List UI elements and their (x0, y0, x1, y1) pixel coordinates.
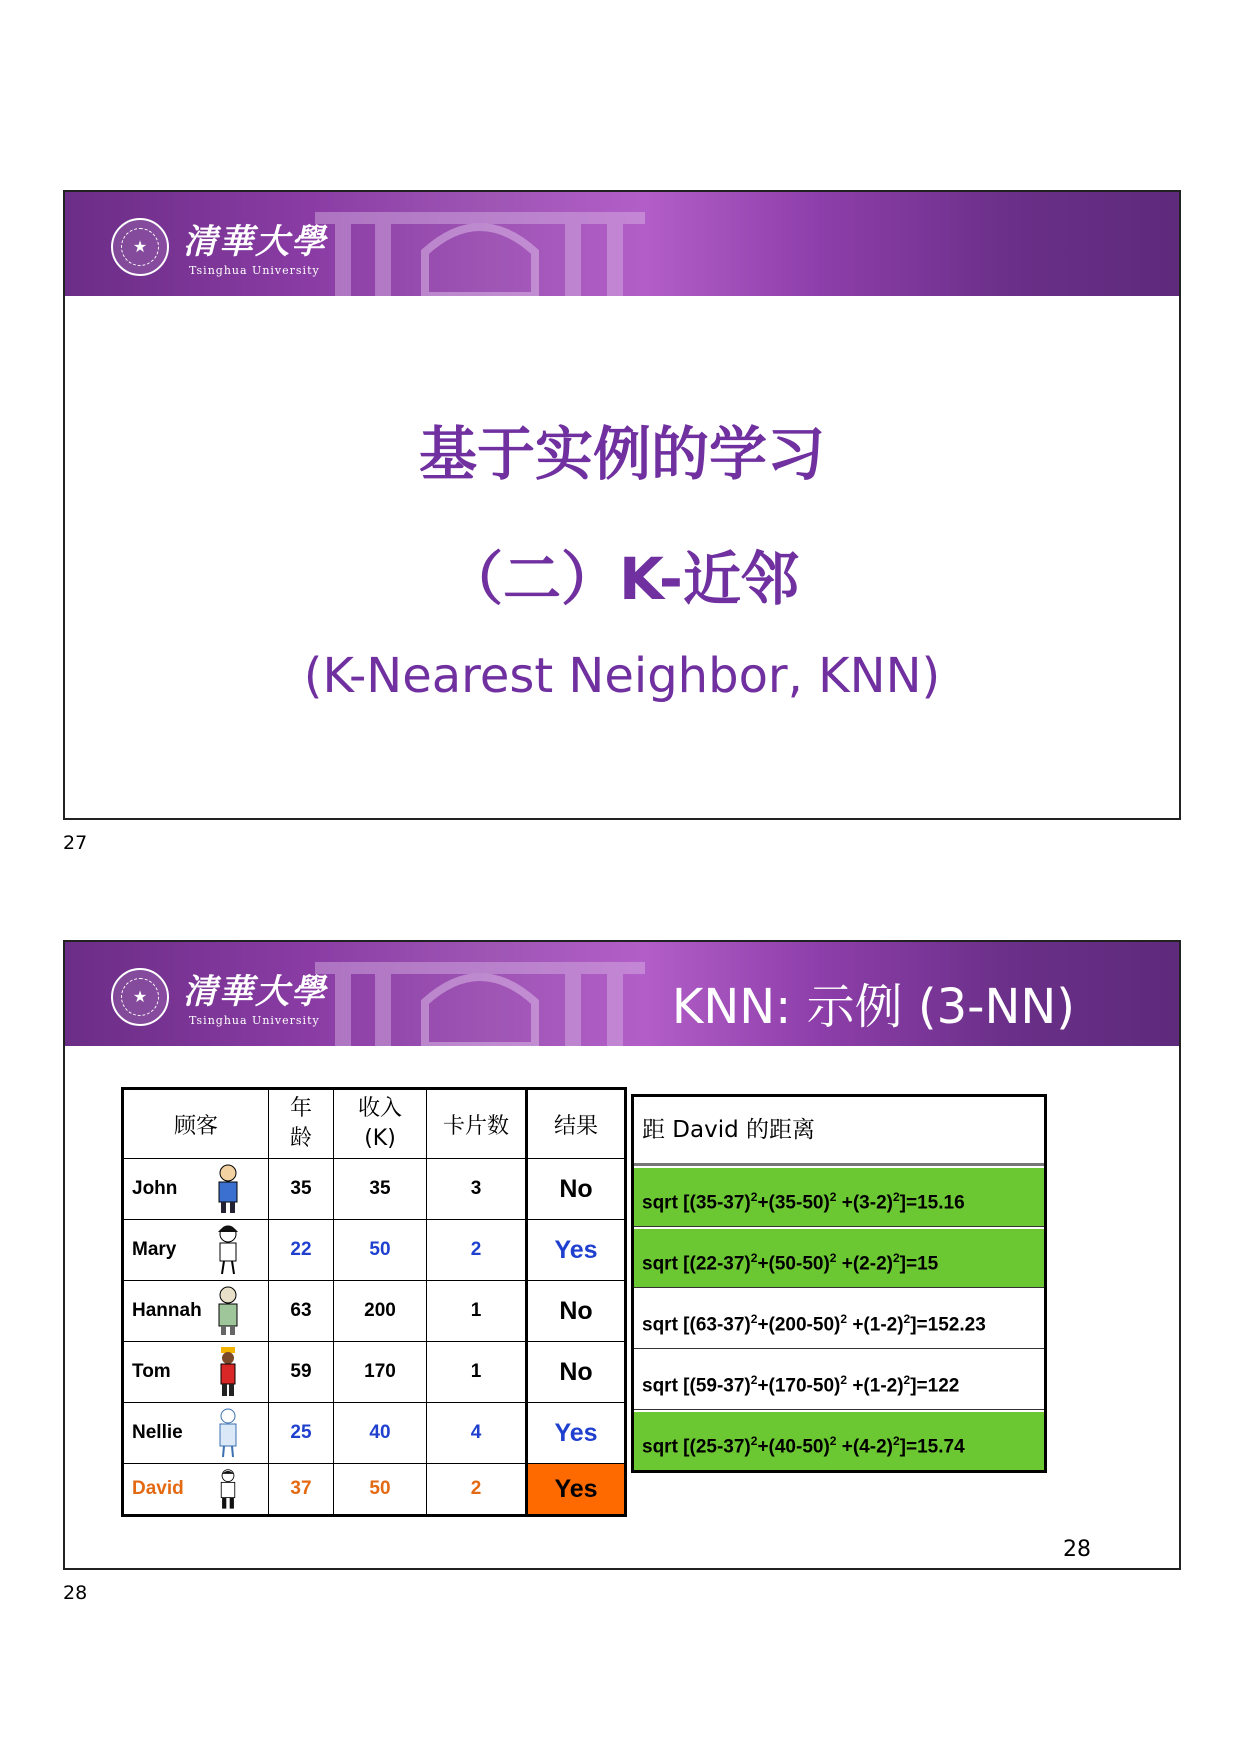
cards-cell: 1 (427, 1342, 527, 1403)
customer-name-cell (123, 1403, 269, 1464)
result-cell: No (527, 1342, 626, 1403)
university-name-en: Tsinghua University (189, 1014, 320, 1027)
header-cards: 卡片数 (427, 1089, 527, 1159)
distance-row: sqrt $[(59-37)^2+(170-50)^2 +(1-2)^2]=122$ (634, 1349, 1044, 1410)
person-clipart-icon (208, 1468, 248, 1512)
title-line-2: （二）K-近邻 (445, 545, 799, 613)
person-clipart-icon (208, 1407, 248, 1459)
slide-28 (63, 940, 1181, 1570)
gate-arch-decoration (315, 192, 645, 296)
slide-title: KNN: 示例 (3-NN) (671, 979, 1075, 1035)
customer-name-cell (123, 1220, 269, 1281)
customer-name: Hannah (132, 1300, 202, 1321)
header-income: 收入 (K) (334, 1089, 427, 1159)
distance-panel (631, 1094, 1047, 1473)
income-cell: 170 (334, 1342, 427, 1403)
cards-cell: 1 (427, 1281, 527, 1342)
page-label-27: 27 (63, 832, 88, 854)
cards-cell: 4 (427, 1403, 527, 1464)
income-cell: 50 (334, 1464, 427, 1516)
customer-table (121, 1087, 627, 1517)
page-label-28: 28 (63, 1582, 88, 1604)
header-banner (65, 942, 1179, 1046)
table-header-row (123, 1089, 626, 1159)
person-clipart-icon (208, 1163, 248, 1215)
distance-row: sqrt $[(63-37)^2+(200-50)^2 +(1-2)^2]=152.23$ (634, 1288, 1044, 1349)
gate-arch-decoration (315, 942, 645, 1046)
cards-cell: 2 (427, 1464, 527, 1516)
customer-name-cell (123, 1281, 269, 1342)
distance-row: sqrt $[(35-37)^2+(35-50)^2 +(3-2)^2]=15.16$ (634, 1166, 1044, 1227)
result-cell: No (527, 1159, 626, 1220)
distance-row: sqrt $[(25-37)^2+(40-50)^2 +(4-2)^2]=15.74$ (634, 1410, 1044, 1470)
income-cell: 40 (334, 1403, 427, 1464)
table-row (123, 1159, 626, 1220)
person-clipart-icon (208, 1285, 248, 1337)
result-cell-query: Yes (527, 1464, 626, 1516)
income-cell: 200 (334, 1281, 427, 1342)
header-customer: 顾客 (123, 1089, 269, 1159)
university-name-cn: 清華大學 (183, 222, 327, 262)
income-cell: 50 (334, 1220, 427, 1281)
age-cell: 25 (269, 1403, 334, 1464)
university-name-cn: 清華大學 (183, 972, 327, 1012)
table-row (123, 1220, 626, 1281)
university-seal-logo: ★ (111, 218, 169, 276)
person-clipart-icon (208, 1346, 248, 1398)
age-cell: 35 (269, 1159, 334, 1220)
result-cell: Yes (527, 1403, 626, 1464)
table-row (123, 1342, 626, 1403)
result-cell: No (527, 1281, 626, 1342)
slide-27 (63, 190, 1181, 820)
result-cell: Yes (527, 1220, 626, 1281)
age-cell: 63 (269, 1281, 334, 1342)
customer-name: Tom (132, 1361, 171, 1382)
header-result: 结果 (527, 1089, 626, 1159)
university-name-en: Tsinghua University (189, 264, 320, 277)
table-row (123, 1403, 626, 1464)
university-seal-logo: ★ (111, 968, 169, 1026)
cards-cell: 2 (427, 1220, 527, 1281)
cards-cell: 3 (427, 1159, 527, 1220)
age-cell: 37 (269, 1464, 334, 1516)
customer-name: Nellie (132, 1422, 183, 1443)
customer-name: David (132, 1478, 184, 1499)
customer-name: Mary (132, 1239, 177, 1260)
table-row (123, 1281, 626, 1342)
title-line-1: 基于实例的学习 (418, 420, 825, 488)
customer-name-cell (123, 1342, 269, 1403)
header-age: 年 龄 (269, 1089, 334, 1159)
age-cell: 59 (269, 1342, 334, 1403)
title-line-3: (K-Nearest Neighbor, KNN) (303, 648, 941, 704)
slide-number: 28 (1063, 1537, 1091, 1562)
customer-name-cell (123, 1159, 269, 1220)
customer-name: John (132, 1178, 178, 1199)
header-banner (65, 192, 1179, 296)
distance-header: 距 David 的距离 (634, 1097, 1044, 1166)
age-cell: 22 (269, 1220, 334, 1281)
customer-name-cell (123, 1464, 269, 1516)
income-cell: 35 (334, 1159, 427, 1220)
person-clipart-icon (208, 1224, 248, 1276)
table-row-query (123, 1464, 626, 1516)
distance-row: sqrt $[(22-37)^2+(50-50)^2 +(2-2)^2]=15$ (634, 1227, 1044, 1288)
